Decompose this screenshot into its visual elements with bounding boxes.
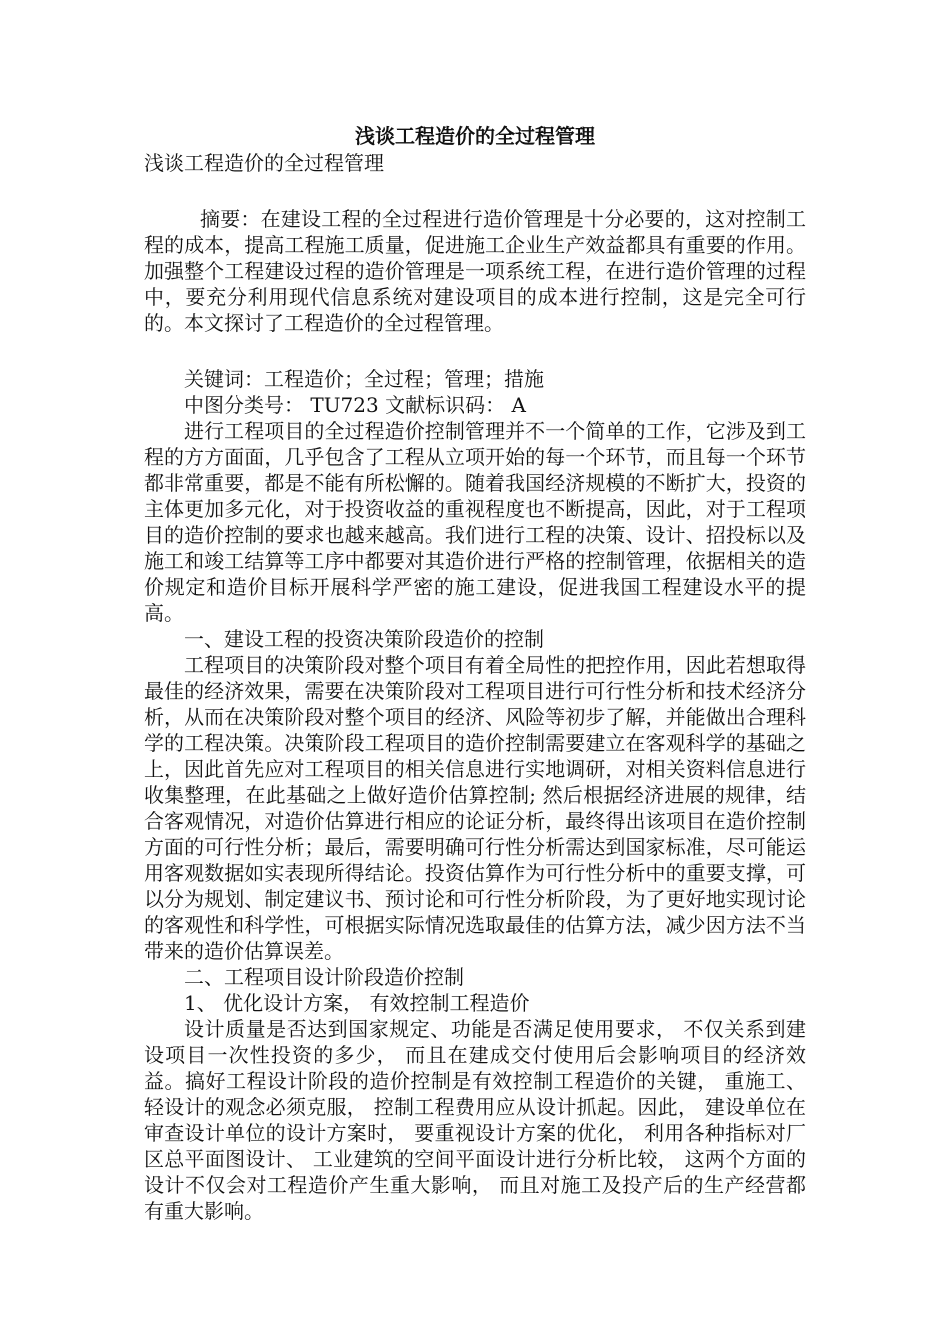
spacer [144, 336, 806, 366]
section1-paragraph: 工程项目的决策阶段对整个项目有着全局性的把控作用，因此若想取得最佳的经济效果，需要在决策阶段对工程项目进行可行性分析和技术经济分析，从而在决策阶段对整个项目的经济、风险等初步了解，并能做出合理科学的工程决策。决策阶段工程项目的造价控制需要建立在客观科学的基础之上，因此首先应对工程项目的相关信息进行实地调研，对相关资料信息进行收集整理，在此基础之上做好造价估算控制; 然后根据经济进展的规律，结合客观情况，对造价估算进行相应的论证分析，最终得出该项目在造价控制方面的可行性分析；最后，需要明确可行性分析需达到国家标准，尽可能运用客观数据如实表现所得结论。投资估算作为可行性分析中的重要支撑，可以分为规划、制定建议书、预讨论和可行性分析阶段，为了更好地实现讨论的客观性和科学性，可根据实际情况选取最佳的估算方法，减少因方法不当带来的造价估算误差。 [144, 653, 806, 963]
abstract-paragraph: 摘要：在建设工程的全过程进行造价管理是十分必要的，这对控制工程的成本，提高工程施工质量，促进施工企业生产效益都具有重要的作用。加强整个工程建设过程的造价管理是一项系统工程，在进行造价管理的过程中，要充分利用现代信息系统对建设项目的成本进行控制，这是完全可行的。本文探讨了工程造价的全过程管理。 [144, 207, 806, 335]
section1-heading: 一、建设工程的投资决策阶段造价的控制 [184, 627, 544, 651]
document-title: 浅谈工程造价的全过程管理 [355, 124, 595, 148]
spacer [144, 176, 806, 206]
section2-paragraph: 设计质量是否达到国家规定、功能是否满足使用要求， 不仅关系到建设项目一次性投资的多少， 而且在建成交付使用后会影响项目的经济效益。搞好工程设计阶段的造价控制是有效控制工程造价的关键， 重施工、 轻设计的观念必须克服， 控制工程费用应从设计抓起。因此， 建设单位在审查设计单位的设计方案时， 要重视设计方案的优化， 利用各种指标对厂区总平面图设计、 工业建筑的空间平面设计进行分析比较， 这两个方面的设计不仅会对工程造价产生重大影响， 而且对施工及投产后的生产经营都有重大影响。 [144, 1017, 806, 1223]
document-page [144, 122, 806, 1224]
keywords-line: 关键词：工程造价；全过程；管理；措施 [184, 367, 544, 391]
intro-paragraph: 进行工程项目的全过程造价控制管理并不一个简单的工作，它涉及到工程的方方面面，几乎包含了工程从立项开始的每一个环节，而且每一个环节都非常重要，都是不能有所松懈的。随着我国经济规模的不断扩大，投资的主体更加多元化，对于投资收益的重视程度也不断提高，因此，对于工程项目的造价控制的要求也越来越高。我们进行工程的决策、设计、招投标以及施工和竣工结算等工序中都要对其造价进行严格的控制管理，依据相关的造价规定和造价目标开展科学严密的施工建设，促进我国工程建设水平的提高。 [144, 419, 806, 625]
classification-line: 中图分类号： TU723 文献标识码： A [184, 393, 526, 417]
section2-heading: 二、工程项目设计阶段造价控制 [184, 965, 464, 989]
document-subtitle: 浅谈工程造价的全过程管理 [144, 151, 384, 175]
section2-subheading: 1、 优化设计方案， 有效控制工程造价 [184, 991, 530, 1015]
